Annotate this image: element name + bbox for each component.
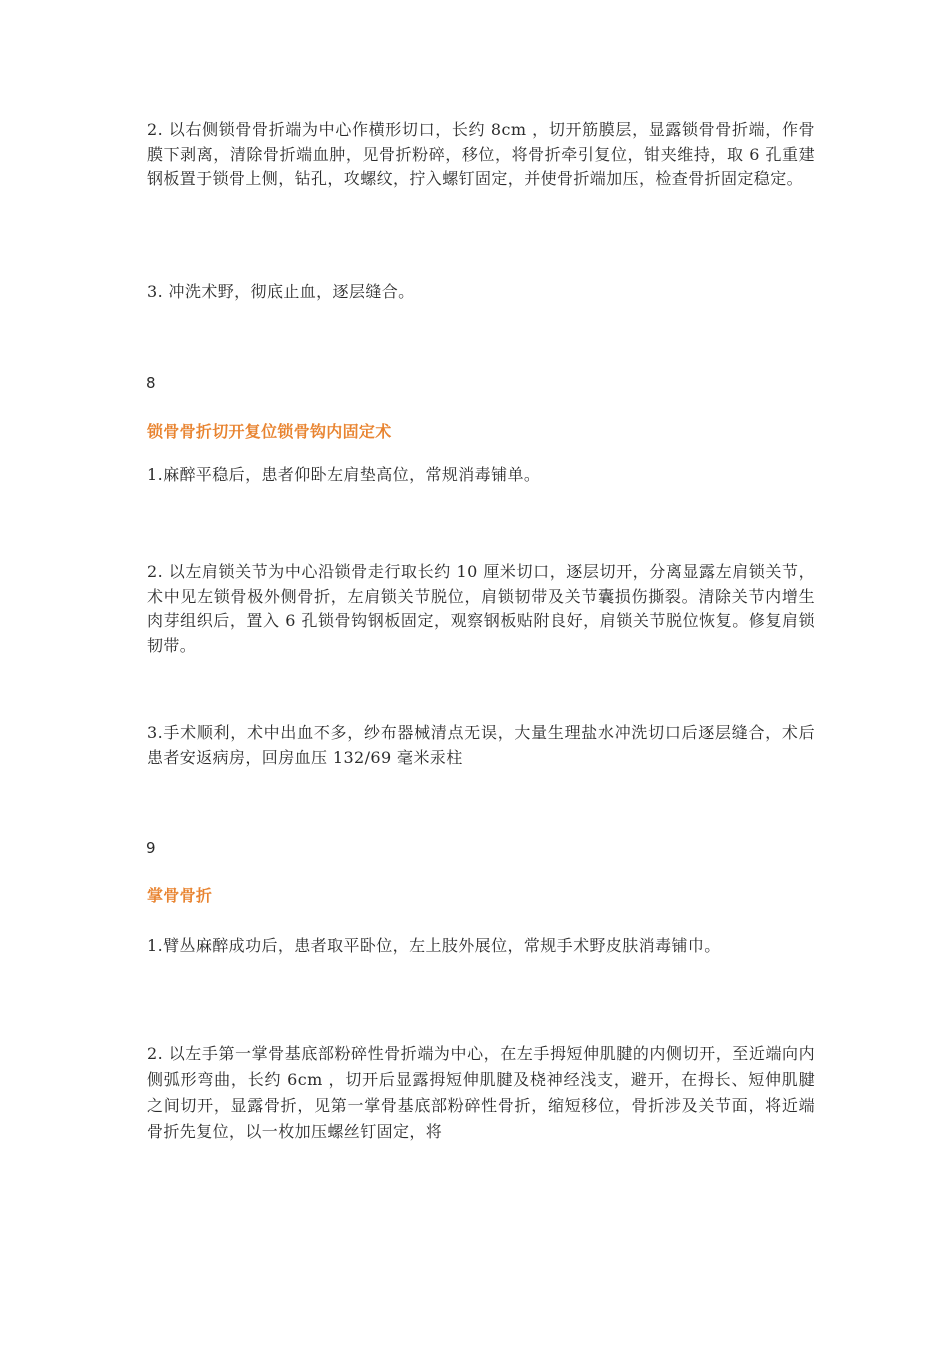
paragraph-step-2-left-acromioclavicular: 2. 以左肩锁关节为中心沿锁骨走行取长约 10 厘米切口，逐层切开，分离显露左肩锁关节，术中见左锁骨极外侧骨折，左肩锁关节脱位，肩锁韧带及关节囊损伤撕裂。清除关节内增生肉芽组织后，置入 6 孔锁骨钩钢板固定，观察钢板贴附良好，肩锁关节脱位恢复。修复肩锁韧带。 xyxy=(147,562,815,655)
section-number-9: 9 xyxy=(146,839,156,857)
section-title-metacarpal-fracture: 掌骨骨折 xyxy=(147,886,213,905)
paragraph-step-1-anesthesia: 1.麻醉平稳后，患者仰卧左肩垫高位，常规消毒铺单。 xyxy=(147,465,541,484)
paragraph-step-2-right-clavicle: 2. 以右侧锁骨骨折端为中心作横形切口，长约 8cm ，切开筋膜层，显露锁骨骨折端，作骨膜下剥离，清除骨折端血肿，见骨折粉碎，移位，将骨折牵引复位，钳夹维持，取 6 孔重建钢板置于锁骨上侧，钻孔，攻螺纹，拧入螺钉固定，并使骨折端加压，检查骨折固定稳定。 xyxy=(147,120,815,188)
paragraph-step-2-first-metacarpal: 2. 以左手第一掌骨基底部粉碎性骨折端为中心，在左手拇短伸肌腱的内侧切开，至近端向内侧弧形弯曲，长约 6cm ，切开后显露拇短伸肌腱及桡神经浅支，避开，在拇长、短伸肌腱之间切开，显露骨折，见第一掌骨基底部粉碎性骨折，缩短移位，骨折涉及关节面，将近端骨折先复位，以一枚加压螺丝钉固定，将 xyxy=(147,1044,815,1141)
section-title-clavicle-hook: 锁骨骨折切开复位锁骨钩内固定术 xyxy=(147,422,392,441)
paragraph-step-3-closure: 3. 冲洗术野，彻底止血，逐层缝合。 xyxy=(147,282,415,301)
paragraph-step-3-postop: 3.手术顺利，术中出血不多，纱布器械清点无误，大量生理盐水冲洗切口后逐层缝合，术后患者安返病房，回房血压 132/69 毫米汞柱 xyxy=(147,723,815,767)
paragraph-step-1-brachial-plexus: 1.臂丛麻醉成功后，患者取平卧位，左上肢外展位，常规手术野皮肤消毒铺巾。 xyxy=(147,936,721,955)
section-number-8: 8 xyxy=(146,374,156,392)
